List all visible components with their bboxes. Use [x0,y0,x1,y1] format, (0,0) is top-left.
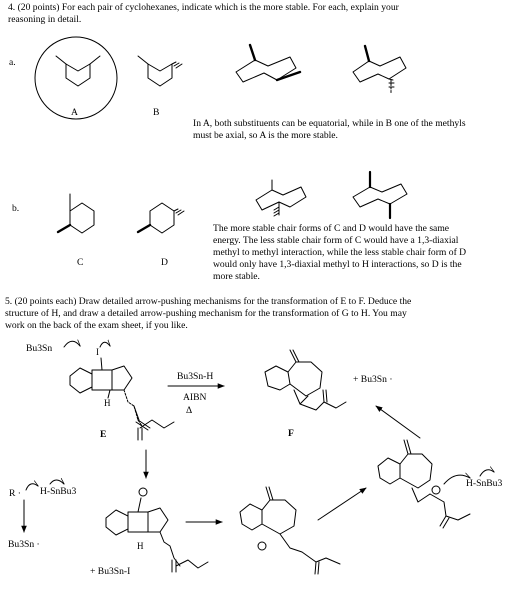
curved-arrow-hsn [50,480,64,484]
compound-E [70,358,174,440]
initiator-R-radical: R · [9,488,21,499]
part-b-answer-line1: The more stable chair forms of C and D would have the same [213,223,450,234]
q4-prompt-line2: reasoning in detail. [8,14,82,25]
intermediate-radical-1 [106,488,208,572]
chair-conformer-1 [236,45,300,82]
right-hsnbu3: H-SnBu3 [466,478,503,489]
product-bu3sn-radical: + Bu3Sn · [353,374,393,385]
chair-conformer-D [353,172,407,218]
h-atom-E: H [104,398,111,408]
molecule-D [138,203,184,233]
curved-arrow-sn [480,470,494,476]
label-D: D [161,257,168,268]
initiator-bu3sn-radical: Bu3Sn · [8,539,40,550]
molecule-C [58,194,94,233]
curved-arrow-iodine [100,342,110,347]
label-C: C [77,257,84,268]
iodine-atom: I [96,347,99,357]
label-A: A [71,107,78,118]
label-B: B [153,107,160,118]
part-b-answer-line2: energy. The less stable chair form of C would have a 1,3-diaxial [213,235,459,246]
label-E: E [100,429,107,440]
intermediate-radical-2 [240,487,340,574]
arrow-to-intermediate-3 [318,488,366,520]
label-F: F [288,428,294,439]
selection-circle-A [35,37,117,119]
q5-prompt-line3: work on the back of the exam sheet, if you like. [5,320,188,331]
curved-arrow-bu3sn [64,341,80,347]
molecule-B [138,56,182,86]
reaction-initiator: AIBN [183,392,207,403]
reaction-reagent: Bu3Sn-H [177,371,214,382]
part-b-answer-line4: would only have 1,3-diaxial methyl to H interactions, so D is the [213,259,462,270]
part-b-answer-line3: methyl to methyl interaction, while the less stable chair form of D [213,247,467,258]
intermediate-radical-3 [378,440,470,528]
byproduct-bu3sni: + Bu3Sn-I [90,566,131,577]
part-b-marker: b. [12,203,20,214]
q5-prompt-line1: 5. (20 points each) Draw detailed arrow-pushing mechanisms for the transformation of E to F. Deduce the [5,296,412,307]
bu3sn-top-label: Bu3Sn [26,343,53,354]
h-atom-intermediate: H [137,541,144,551]
reaction-heat: Δ [186,405,193,416]
chair-conformer-2 [353,46,406,93]
compound-F [265,350,346,410]
part-a-answer-line1: In A, both substituents can be equatorial, while in B one of the methyls [193,118,466,129]
arrow-to-F [376,406,420,438]
curved-arrow-R [26,484,38,490]
part-a-answer-line2: must be axial, so A is the more stable. [193,130,338,141]
molecule-A [56,56,100,86]
curved-arrow-h-abstraction [444,475,470,484]
initiator-hsnbu3: H-SnBu3 [40,486,77,497]
part-a-marker: a. [9,57,16,68]
q4-prompt-line1: 4. (20 points) For each pair of cyclohexanes, indicate which is the more stable. For each, explain your [8,2,399,13]
chair-conformer-C [256,180,306,216]
part-b-answer-line5: more stable. [213,271,260,282]
q5-prompt-line2: structure of H, and draw a detailed arrow-pushing mechanism for the transformation of G to H. You may [5,308,407,319]
